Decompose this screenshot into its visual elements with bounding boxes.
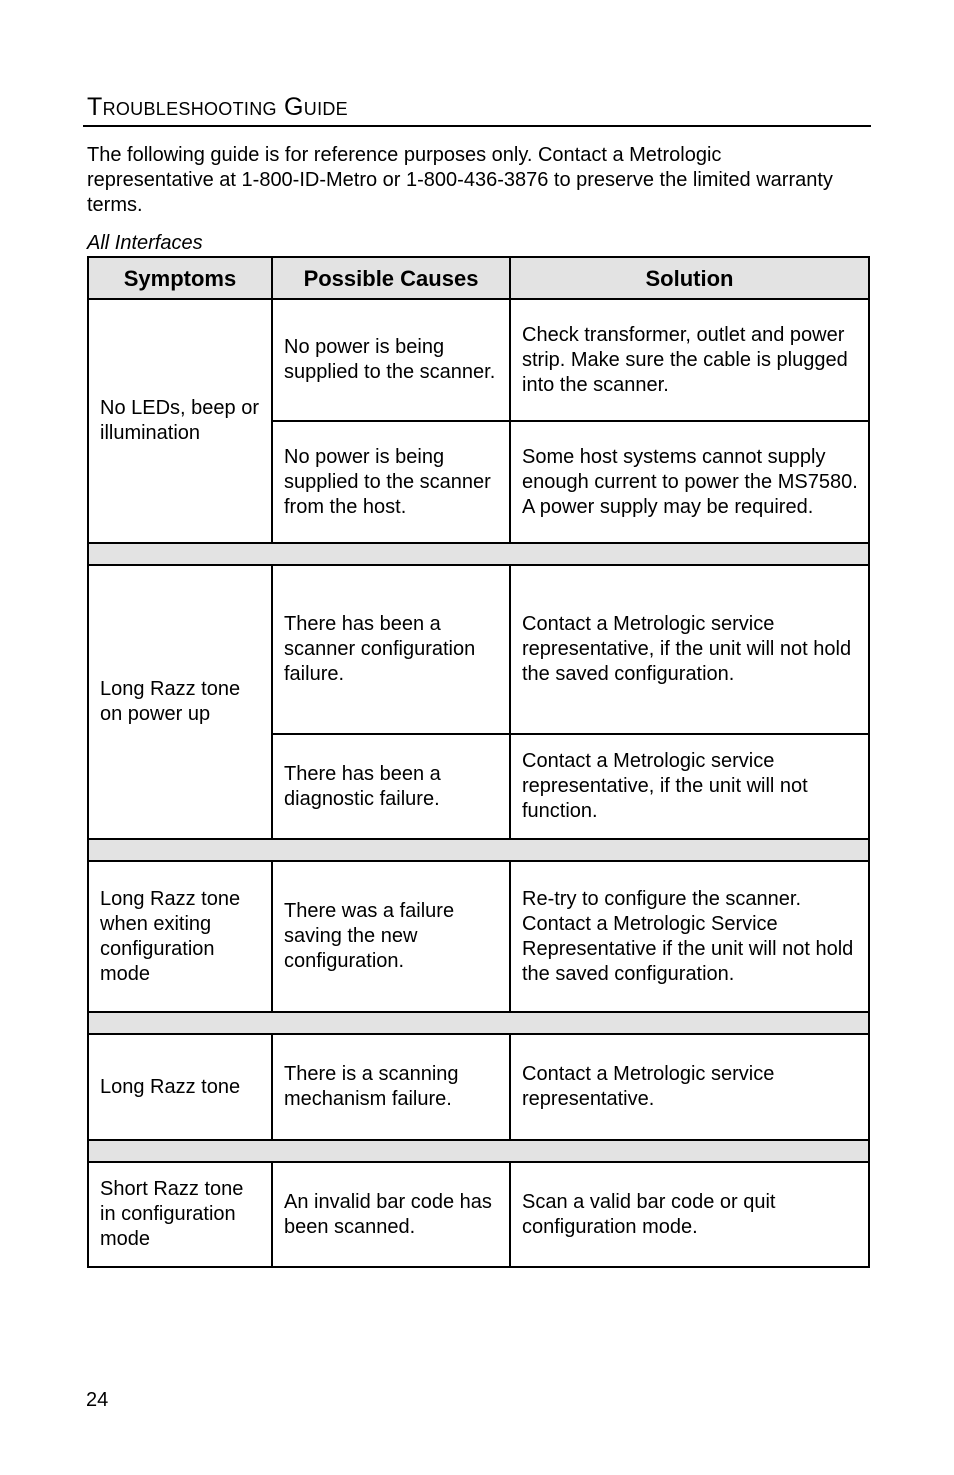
separator-cell	[88, 1012, 869, 1034]
symptom-cell: Long Razz tone when exiting configuration mode	[88, 861, 272, 1012]
table-row	[88, 299, 869, 421]
cause-cell: No power is being supplied to the scanner.	[272, 299, 510, 421]
troubleshooting-table	[87, 256, 870, 1268]
cause-cell: There was a failure saving the new configuration.	[272, 861, 510, 1012]
intro-paragraph: The following guide is for reference purposes only. Contact a Metrologic representative at 1-800-ID-Metro or 1-800-436-3876 to preserve the limited warranty terms.	[87, 144, 833, 216]
page-heading: Troubleshooting Guide	[87, 93, 348, 121]
separator-cell	[88, 839, 869, 861]
cause-cell: No power is being supplied to the scanner from the host.	[272, 421, 510, 543]
solution-cell: Contact a Metrologic service representative, if the unit will not hold the saved configuration.	[510, 565, 869, 734]
separator-row	[88, 839, 869, 861]
separator-cell	[88, 543, 869, 565]
heading-rule	[83, 125, 871, 127]
table-row	[88, 1162, 869, 1267]
solution-cell: Contact a Metrologic service representative.	[510, 1034, 869, 1140]
cause-cell: There is a scanning mechanism failure.	[272, 1034, 510, 1140]
solution-cell: Contact a Metrologic service representative, if the unit will not function.	[510, 734, 869, 839]
table-caption: All Interfaces	[87, 232, 203, 254]
cause-cell: There has been a diagnostic failure.	[272, 734, 510, 839]
symptom-cell: No LEDs, beep or illumination	[88, 299, 272, 543]
header-solution: Solution	[510, 257, 869, 299]
table-row	[88, 565, 869, 734]
header-symptoms: Symptoms	[88, 257, 272, 299]
table-row	[88, 861, 869, 1012]
separator-cell	[88, 1140, 869, 1162]
separator-row	[88, 1012, 869, 1034]
table-header-row	[88, 257, 869, 299]
solution-cell: Some host systems cannot supply enough current to power the MS7580. A power supply may be required.	[510, 421, 869, 543]
symptom-cell: Short Razz tone in configuration mode	[88, 1162, 272, 1267]
solution-cell: Re-try to configure the scanner. Contact a Metrologic Service Representative if the unit will not hold the saved configuration.	[510, 861, 869, 1012]
solution-cell: Check transformer, outlet and power strip. Make sure the cable is plugged into the scanner.	[510, 299, 869, 421]
symptom-cell: Long Razz tone on power up	[88, 565, 272, 839]
cause-cell: An invalid bar code has been scanned.	[272, 1162, 510, 1267]
solution-cell: Scan a valid bar code or quit configuration mode.	[510, 1162, 869, 1267]
separator-row	[88, 1140, 869, 1162]
table-row	[88, 1034, 869, 1140]
page-number: 24	[86, 1389, 109, 1411]
cause-cell: There has been a scanner configuration failure.	[272, 565, 510, 734]
symptom-cell: Long Razz tone	[88, 1034, 272, 1140]
separator-row	[88, 543, 869, 565]
header-possible-causes: Possible Causes	[272, 257, 510, 299]
